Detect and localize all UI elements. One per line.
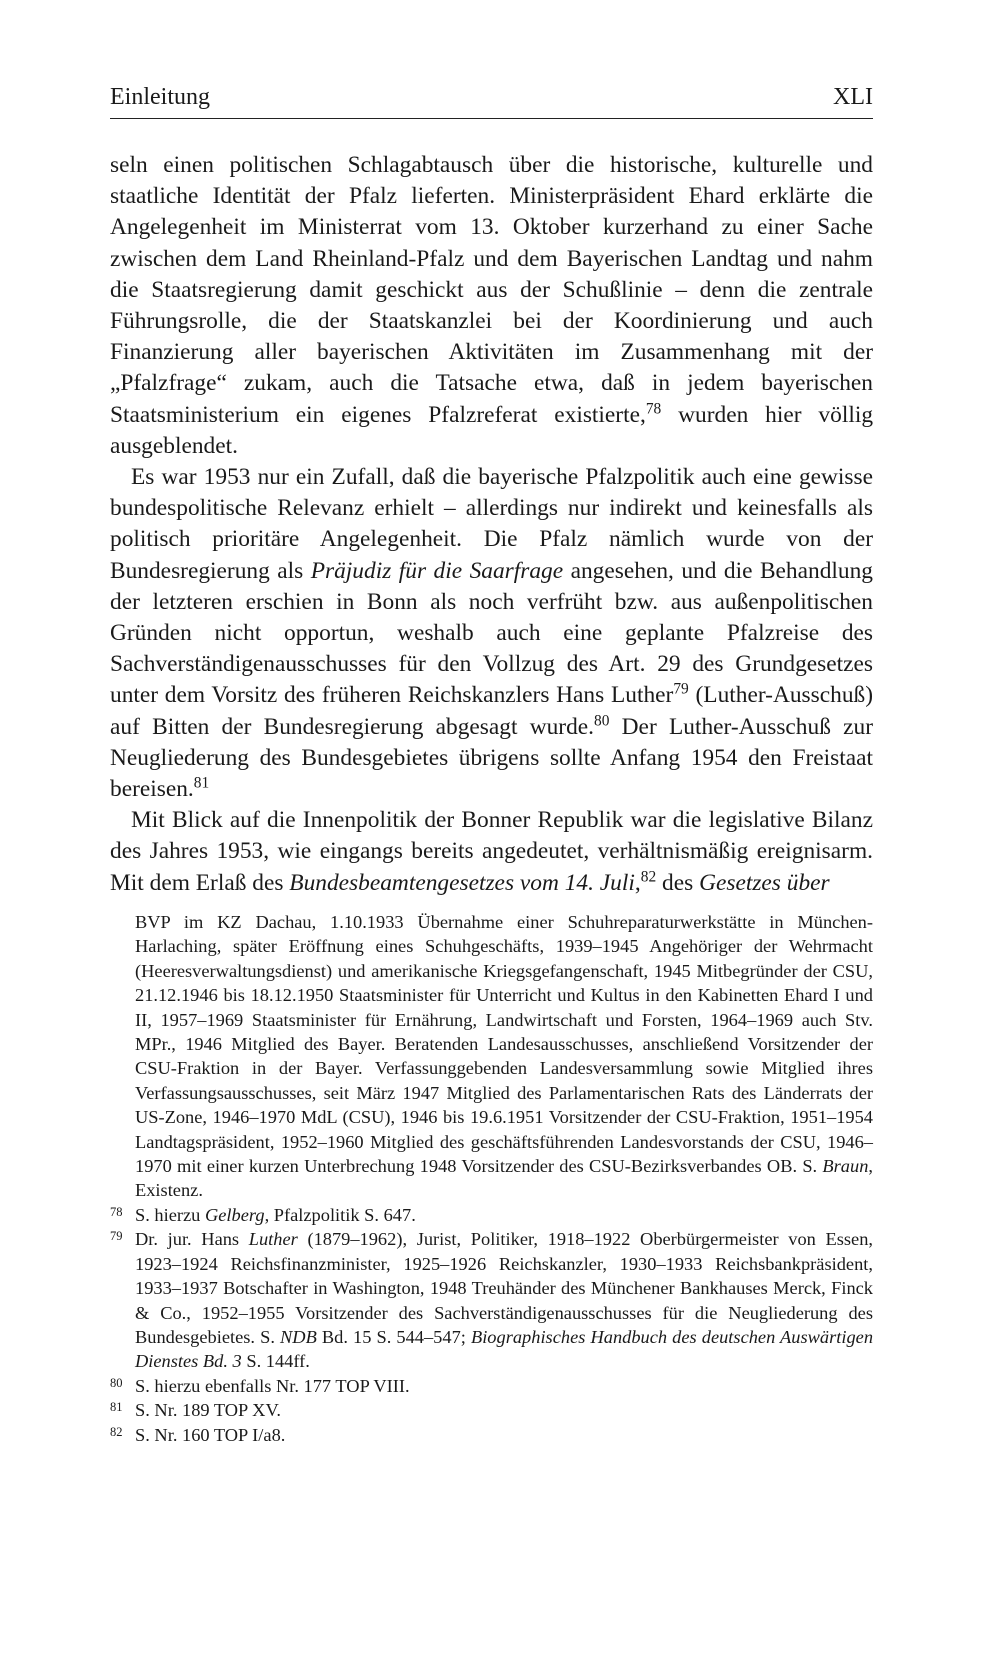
- footnote-79: [110, 1227, 874, 1373]
- footnote-ref-78[interactable]: 78: [645, 400, 662, 418]
- fn78-text-a: S. hierzu: [135, 1204, 205, 1225]
- main-text: [110, 150, 873, 899]
- fn78-text-b: , Pfalzpolitik S. 647.: [264, 1204, 416, 1225]
- p3-text-b: ,: [634, 869, 641, 896]
- p2-text-b: angesehen, und die Behandlung der letzteren erschien in Bonn als noch verfrüht bzw. aus außenpolitischen Gründen nicht opportun, weshalb auch eine geplante Pfalzreise des Sachverständigenausschusses für den Vollzug des Art. 29 des Grundgesetzes unter dem Vorsitz des früheren Reichskanzlers Hans Luther: [110, 557, 873, 709]
- footnote-ref-80[interactable]: 80: [594, 712, 610, 730]
- footnote-number-79: 79: [110, 1229, 123, 1244]
- footnote-ref-79[interactable]: 79: [673, 680, 689, 698]
- p3-text-a: Mit Blick auf die Innenpolitik der Bonner Republik war die legislative Bilanz des Jahres 1953, wie eingangs bereits angedeutet, verhältnismäßig ereignisarm. Mit dem Erlaß des: [110, 807, 873, 896]
- footnote-ref-81[interactable]: 81: [193, 774, 210, 792]
- p3-text-c: des: [656, 869, 700, 896]
- footnote-number-82: 82: [110, 1424, 123, 1439]
- footnote-80: [110, 1374, 873, 1398]
- fn-cont-text-a: BVP im KZ Dachau, 1.10.1933 Übernahme einer Schuhreparaturwerkstätte in München-Harlaching, später Eröffnung eines Schuhgeschäfts, 1939–1945 Angehöriger der Wehrmacht (Heeresverwaltungsdienst) und amerikanische Kriegsgefangenschaft, 1945 Mitbegründer der CSU, 21.12.1946 bis 18.12.1950 Staatsminister für Unterricht und Kultus in den Kabinetten Ehard I und II, 1957–1969 Staatsminister für Ernährung, Landwirtschaft und Forsten, 1964–1969 auch Stv. MPr., 1946 Mitglied des Bayer. Beratenden Landesausschusses, anschließend Vorsitzender der CSU-Fraktion in der Bayer. Verfassunggebenden Landesversammlung sowie Mitglied ihres Verfassungsausschusses, seit März 1947 Mitglied des Parlamentarischen Rats des Länderrats der US-Zone, 1946–1970 MdL (CSU), 1946 bis 19.6.1951 Vorsitzender der CSU-Fraktion, 1951–1954 Landtagspräsident, 1952–1960 Mitglied des geschäftsführenden Landesvorstands der CSU, 1946–1970 mit einer kurzen Unterbrechung 1948 Vorsitzender des CSU-Bezirksverbandes OB. S.: [135, 912, 873, 1177]
- fn78-italic-gelberg: Gelberg: [204, 1204, 265, 1225]
- fn79-text-d: S. 144ff.: [241, 1351, 310, 1372]
- p2-text-d: Der Luther-Ausschuß zur Neugliederung des Bundesgebietes übrigens sollte Anfang 1954 den Freistaat bereisen.: [110, 713, 873, 803]
- footnote-number-80: 80: [110, 1375, 123, 1390]
- footnotes: [110, 910, 873, 1447]
- running-header: [110, 84, 873, 119]
- p3-italic-gesetz: Gesetzes über: [699, 869, 830, 896]
- fn79-italic-ndb: NDB: [280, 1326, 317, 1347]
- fn79-text-a: Dr. jur. Hans: [135, 1229, 249, 1250]
- p1-text-b: wurden hier völlig ausgeblendet.: [110, 401, 874, 459]
- p2-text-a: Es war 1953 nur ein Zufall, daß die bayerische Pfalzpolitik auch eine gewisse bundespolitische Relevanz erhielt – allerdings nur indirekt und keinesfalls als politisch prioritäre Angelegenheit. Die Pfalz nämlich wurde von der Bundesregierung als: [110, 464, 873, 584]
- page-number: XLI: [833, 84, 873, 110]
- fn79-italic-handbuch: Biographisches Handbuch des deutschen Auswärtigen Dienstes Bd. 3: [135, 1326, 874, 1372]
- fn82-text: S. Nr. 160 TOP I/a8.: [135, 1424, 286, 1445]
- paragraph-1: [110, 150, 873, 462]
- paragraph-3: [110, 805, 873, 899]
- fn-cont-italic-braun: Braun: [822, 1156, 869, 1177]
- fn79-text-b: (1879–1962), Jurist, Politiker, 1918–1922 Oberbürgermeister von Essen, 1923–1924 Reichsfinanzminister, 1925–1926 Reichskanzler, 1930–1933 Reichsbankpräsident, 1933–1937 Botschafter in Washington, 1948 Treuhänder des Münchener Bankhauses Merck, Finck & Co., 1952–1955 Vorsitzender des Sachverständigenausschusses für die Neugliederung des Bundesgebietes. S.: [135, 1229, 873, 1347]
- footnote-number-81: 81: [110, 1400, 123, 1415]
- fn-cont-text-b: , Existenz.: [135, 1156, 873, 1201]
- fn79-italic-luther: Luther: [248, 1229, 298, 1250]
- running-head-title: Einleitung: [110, 84, 210, 110]
- footnote-81: [110, 1398, 873, 1422]
- footnote-82: [110, 1423, 873, 1447]
- fn81-text: S. Nr. 189 TOP XV.: [135, 1400, 281, 1421]
- paragraph-2: [110, 462, 873, 805]
- fn80-text: S. hierzu ebenfalls Nr. 177 TOP VIII.: [135, 1375, 410, 1396]
- p1-text-a: seln einen politischen Schlagabtausch über die historische, kulturelle und staatliche Identität der Pfalz lieferten. Ministerpräsident Ehard erklärte die Angelegenheit im Ministerrat vom 13. Oktober kurzerhand zu einer Sache zwischen dem Land Rheinland-Pfalz und dem Bayerischen Landtag und nahm die Staatsregierung damit geschickt aus der Schußlinie – denn die zentrale Führungsrolle, die der Staatskanzlei bei der Koordinierung und auch Finanzierung aller bayerischen Aktivitäten im Zusammenhang mit der „Pfalzfrage“ zukam, auch die Tatsache etwa, daß in jedem bayerischen Staatsministerium ein eigenes Pfalzreferat existierte,: [110, 152, 873, 428]
- footnote-ref-82[interactable]: 82: [640, 868, 657, 886]
- p2-text-c: (Luther-Ausschuß) auf Bitten der Bundesregierung abgesagt wurde.: [110, 682, 873, 740]
- footnote-continuation: [135, 910, 873, 1203]
- p2-italic-praejudiz: Präjudiz für die Saarfrage: [310, 557, 564, 584]
- p3-italic-bundesbeamtengesetz: Bundesbeamtengesetzes vom 14. Juli: [289, 869, 635, 896]
- footnote-78: [110, 1203, 873, 1227]
- fn79-text-c: Bd. 15 S. 544–547;: [316, 1326, 471, 1347]
- footnote-number-78: 78: [110, 1204, 123, 1219]
